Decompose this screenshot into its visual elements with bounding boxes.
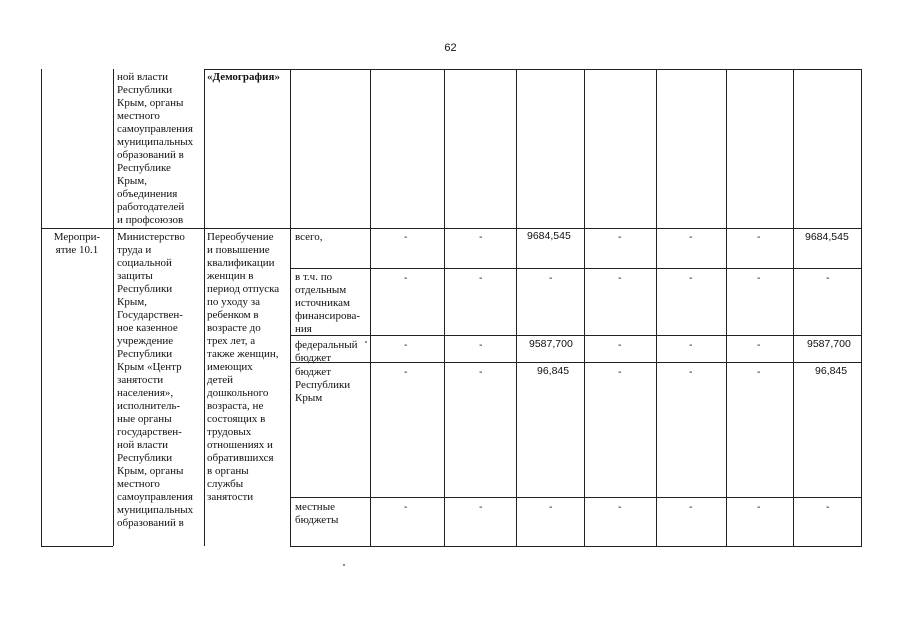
value-cell: - bbox=[618, 339, 622, 351]
scan-speck bbox=[365, 341, 367, 343]
value-cell: - bbox=[479, 366, 483, 378]
value-cell: - bbox=[826, 272, 830, 284]
table-rule bbox=[290, 69, 291, 546]
value-cell: 9684,545 bbox=[805, 231, 849, 243]
source-cell-federal: федеральный бюджет bbox=[295, 339, 358, 364]
table-rule bbox=[444, 69, 445, 546]
value-cell: - bbox=[479, 231, 483, 243]
top-executors-cell: ной власти Республики Крым, органы местного самоуправления муниципальных образований в Республике Крым, объединения работодателей и профсоюзов bbox=[117, 71, 194, 226]
value-cell: - bbox=[757, 272, 761, 284]
value-cell: - bbox=[826, 501, 830, 513]
scan-speck bbox=[343, 564, 345, 566]
measure-description-cell: Переобучение и повышение квалификации женщин в период отпуска по уходу за ребенком в возрасте до трех лет, а также женщин, имеющих детей дошкольного возраста, не состоящих в трудовых отношениях и обратившихся в органы службы занятости bbox=[207, 231, 280, 503]
value-cell: - bbox=[404, 366, 408, 378]
value-cell: - bbox=[689, 272, 693, 284]
value-cell: - bbox=[757, 339, 761, 351]
table-rule bbox=[41, 69, 42, 546]
table-rule bbox=[290, 497, 862, 498]
value-cell: 96,845 bbox=[815, 365, 848, 377]
table-rule bbox=[726, 69, 727, 546]
page-number: 62 bbox=[444, 42, 457, 54]
table-rule bbox=[370, 69, 371, 546]
value-cell: 9587,700 bbox=[529, 338, 573, 350]
value-cell: - bbox=[479, 501, 483, 513]
value-cell: - bbox=[549, 501, 553, 513]
value-cell: - bbox=[618, 272, 622, 284]
source-cell-local: местные бюджеты bbox=[295, 501, 339, 526]
value-cell: - bbox=[757, 366, 761, 378]
source-cell-breakdown: в т.ч. по отдельным источникам финансирова- ния bbox=[295, 271, 361, 335]
value-cell: - bbox=[404, 231, 408, 243]
value-cell: 96,845 bbox=[537, 365, 570, 377]
value-cell: - bbox=[757, 501, 761, 513]
value-cell: - bbox=[618, 501, 622, 513]
value-cell: - bbox=[689, 231, 693, 243]
value-cell: - bbox=[689, 339, 693, 351]
value-cell: - bbox=[479, 339, 483, 351]
value-cell: - bbox=[689, 366, 693, 378]
table-rule bbox=[793, 69, 794, 546]
value-cell: - bbox=[618, 231, 622, 243]
table-rule bbox=[516, 69, 517, 546]
value-cell: - bbox=[404, 339, 408, 351]
table-rule bbox=[290, 546, 862, 547]
value-cell: - bbox=[479, 272, 483, 284]
value-cell: 9684,545 bbox=[527, 230, 571, 242]
program-name-cell: «Демография» bbox=[207, 71, 280, 83]
value-cell: - bbox=[404, 272, 408, 284]
table-rule bbox=[41, 546, 113, 547]
table-rule bbox=[584, 69, 585, 546]
table-rule bbox=[113, 69, 114, 546]
table-rule bbox=[290, 268, 862, 269]
table-rule bbox=[290, 335, 862, 336]
measure-label-cell: Меропри- ятие 10.1 bbox=[53, 231, 101, 256]
table-rule bbox=[656, 69, 657, 546]
table-rule bbox=[204, 69, 205, 546]
value-cell: - bbox=[689, 501, 693, 513]
measure-executors-cell: Министерство труда и социальной защиты Республики Крым, Государствен- ное казенное учреждение Республики Крым «Центр занятости населения», исполнитель- ные органы государствен- ной власти Республики Крым, органы местного самоуправления муниципальных образований в bbox=[117, 231, 194, 529]
table-rule bbox=[861, 69, 862, 546]
value-cell: 9587,700 bbox=[807, 338, 851, 350]
source-cell-total: всего, bbox=[295, 231, 323, 243]
value-cell: - bbox=[404, 501, 408, 513]
value-cell: - bbox=[618, 366, 622, 378]
table-rule bbox=[41, 228, 862, 229]
table-rule bbox=[204, 69, 862, 70]
table-rule bbox=[290, 362, 862, 363]
value-cell: - bbox=[757, 231, 761, 243]
value-cell: - bbox=[549, 272, 553, 284]
source-cell-crimea: бюджет Республики Крым bbox=[295, 366, 351, 404]
